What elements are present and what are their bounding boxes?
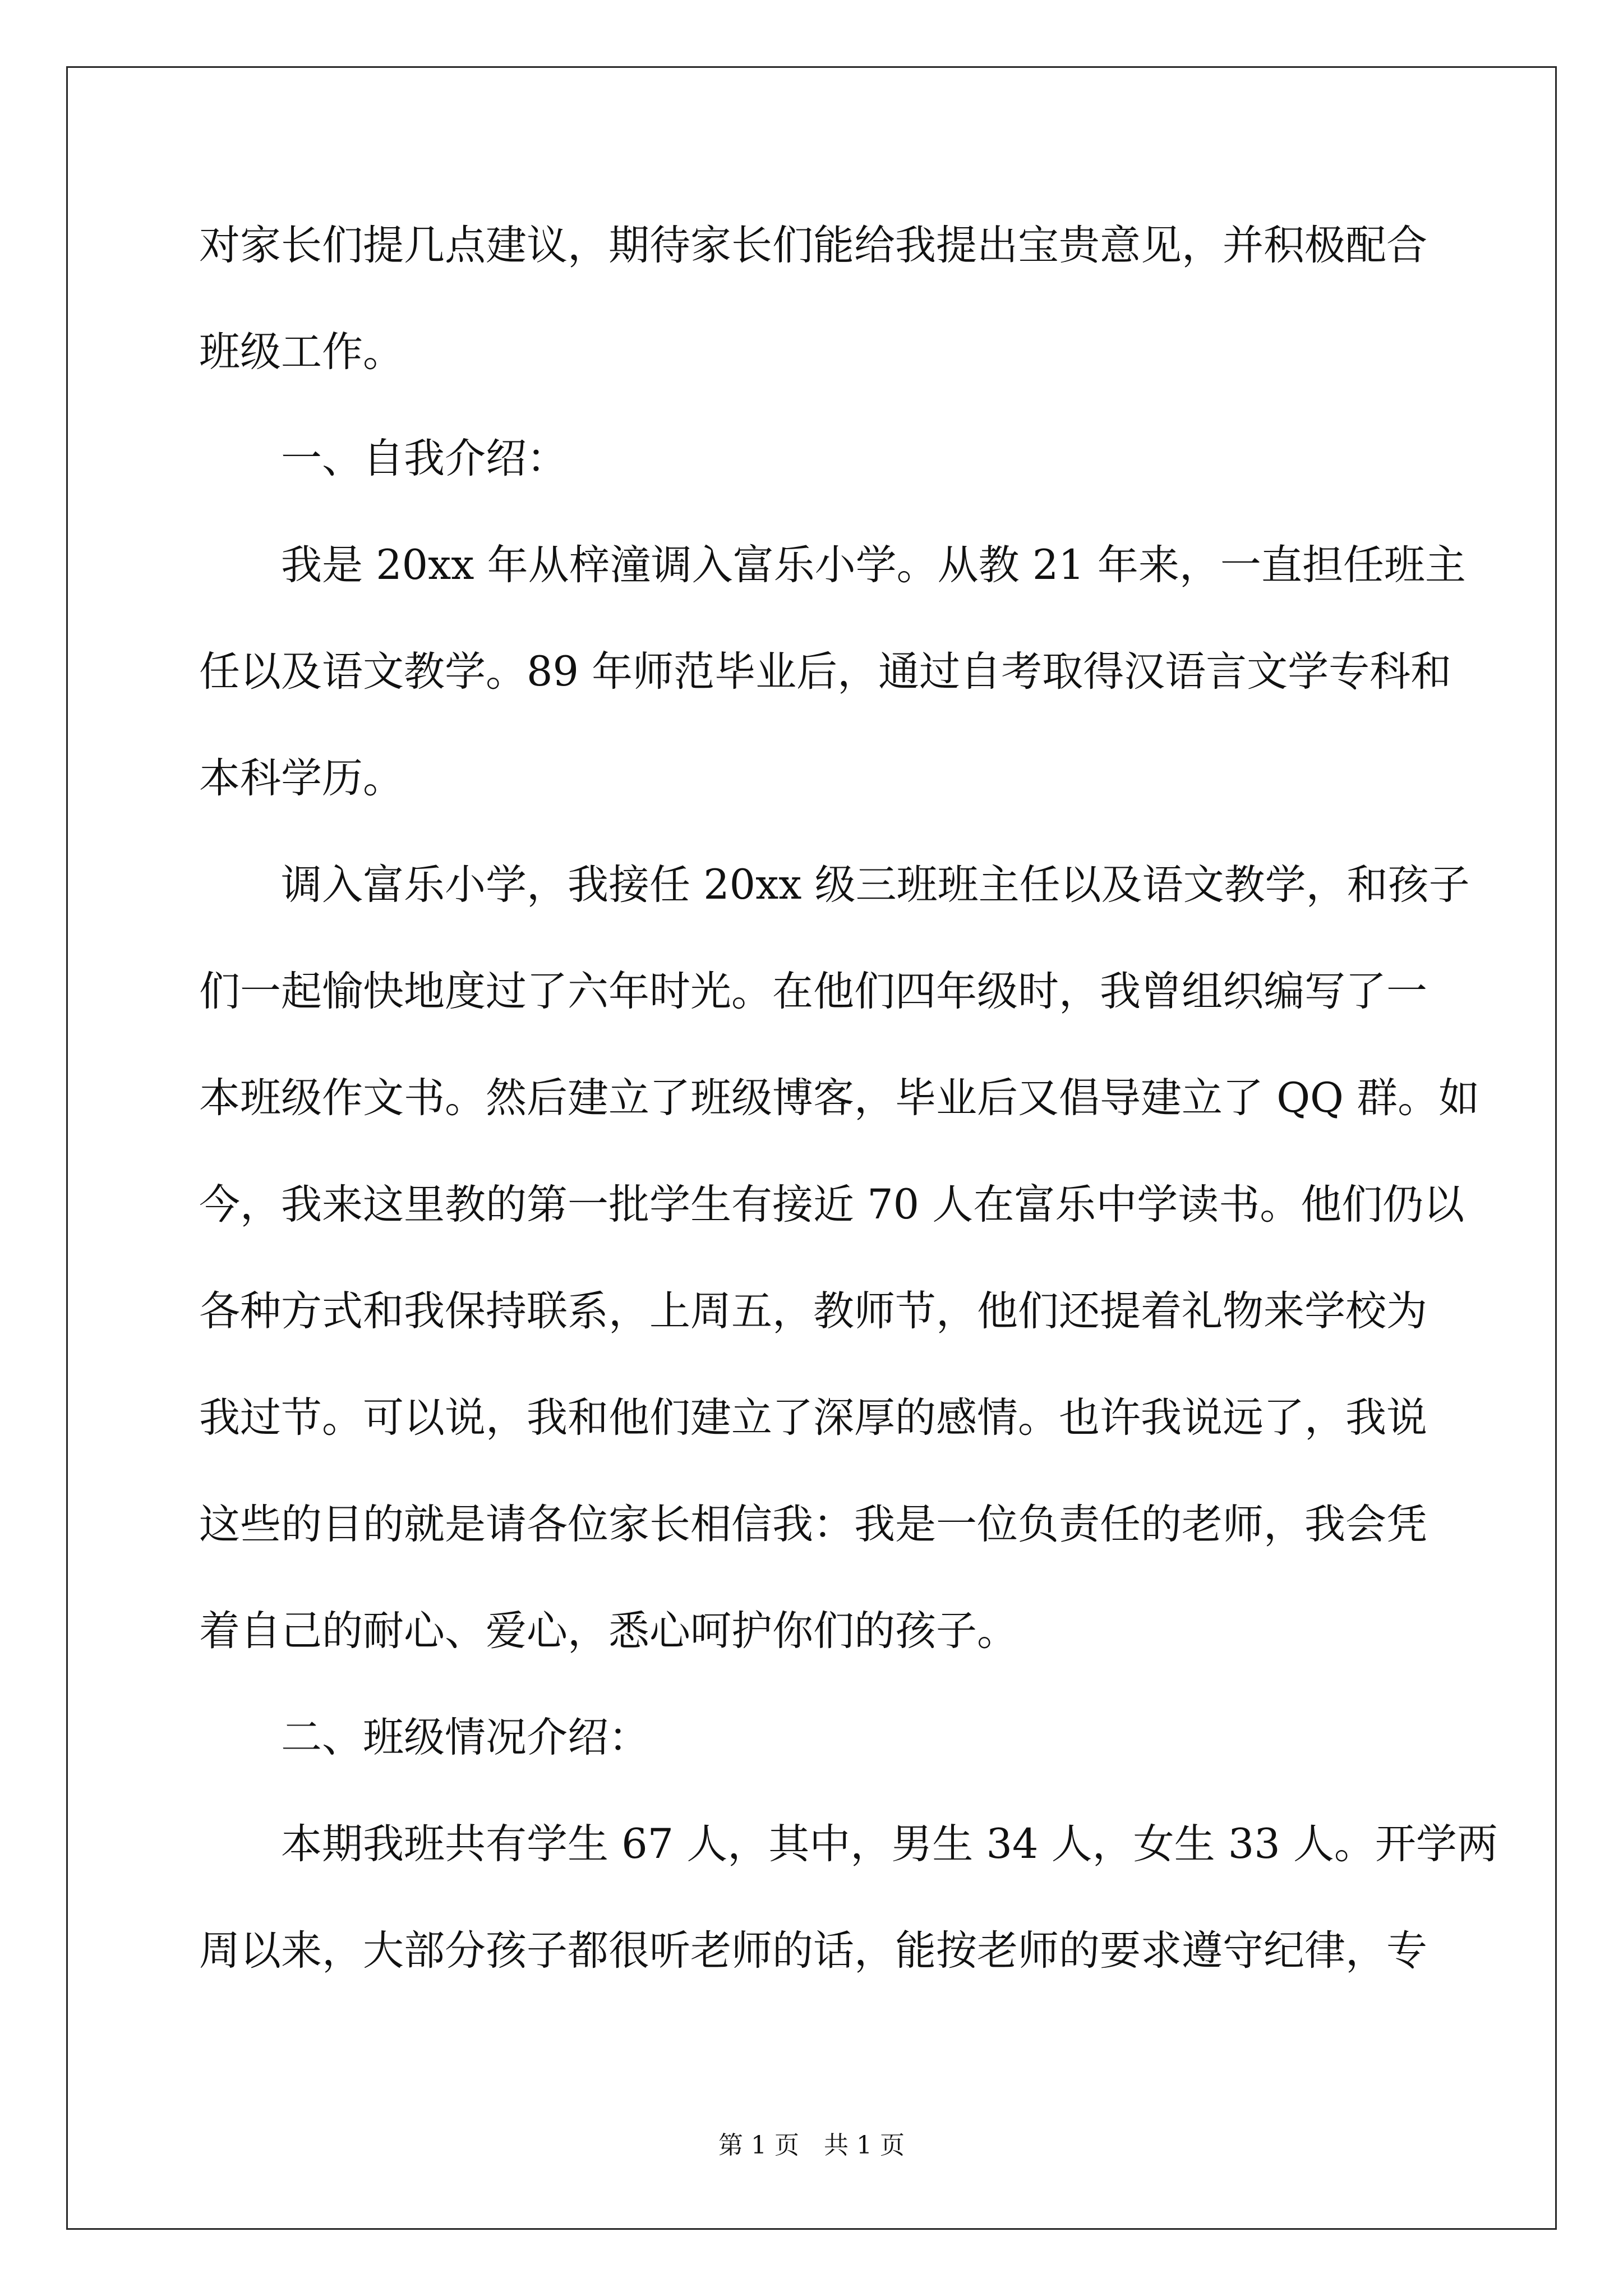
section-heading: 一、自我介绍： <box>281 435 568 482</box>
text-line: 本科学历。 <box>199 754 404 802</box>
text-line: 对家长们提几点建议，期待家长们能给我提出宝贵意见，并积极配合 <box>199 222 1427 269</box>
document-body <box>199 222 1498 2033</box>
page-number-footer: 第 1 页 共 1 页 <box>718 2131 905 2160</box>
text-line: 本期我班共有学生 67 人，其中，男生 34 人，女生 33 人。开学两 <box>281 1820 1498 1868</box>
section-heading: 二、班级情况介绍： <box>281 1714 649 1761</box>
text-line: 这些的目的就是请各位家长相信我：我是一位负责任的老师，我会凭 <box>199 1501 1427 1548</box>
text-line: 们一起愉快地度过了六年时光。在他们四年级时，我曾组织编写了一 <box>199 968 1427 1015</box>
text-line: 各种方式和我保持联系，上周五，教师节，他们还提着礼物来学校为 <box>199 1287 1427 1335</box>
text-line: 周以来，大部分孩子都很听老师的话，能按老师的要求遵守纪律，专 <box>199 1927 1427 1975</box>
text-line: 我是 20xx 年从梓潼调入富乐小学。从教 21 年来，一直担任班主 <box>281 541 1466 589</box>
text-line: 着自己的耐心、爱心，悉心呵护你们的孩子。 <box>199 1607 1018 1655</box>
text-line: 本班级作文书。然后建立了班级博客，毕业后又倡导建立了 QQ 群。如 <box>199 1074 1480 1122</box>
text-line: 任以及语文教学。89 年师范毕业后，通过自考取得汉语言文学专科和 <box>199 648 1452 696</box>
text-line: 调入富乐小学，我接任 20xx 级三班班主任以及语文教学，和孩子 <box>281 861 1470 909</box>
text-line: 班级工作。 <box>199 328 404 376</box>
text-line: 我过节。可以说，我和他们建立了深厚的感情。也许我说远了，我说 <box>199 1394 1427 1442</box>
text-line: 今，我来这里教的第一批学生有接近 70 人在富乐中学读书。他们仍以 <box>199 1181 1465 1228</box>
